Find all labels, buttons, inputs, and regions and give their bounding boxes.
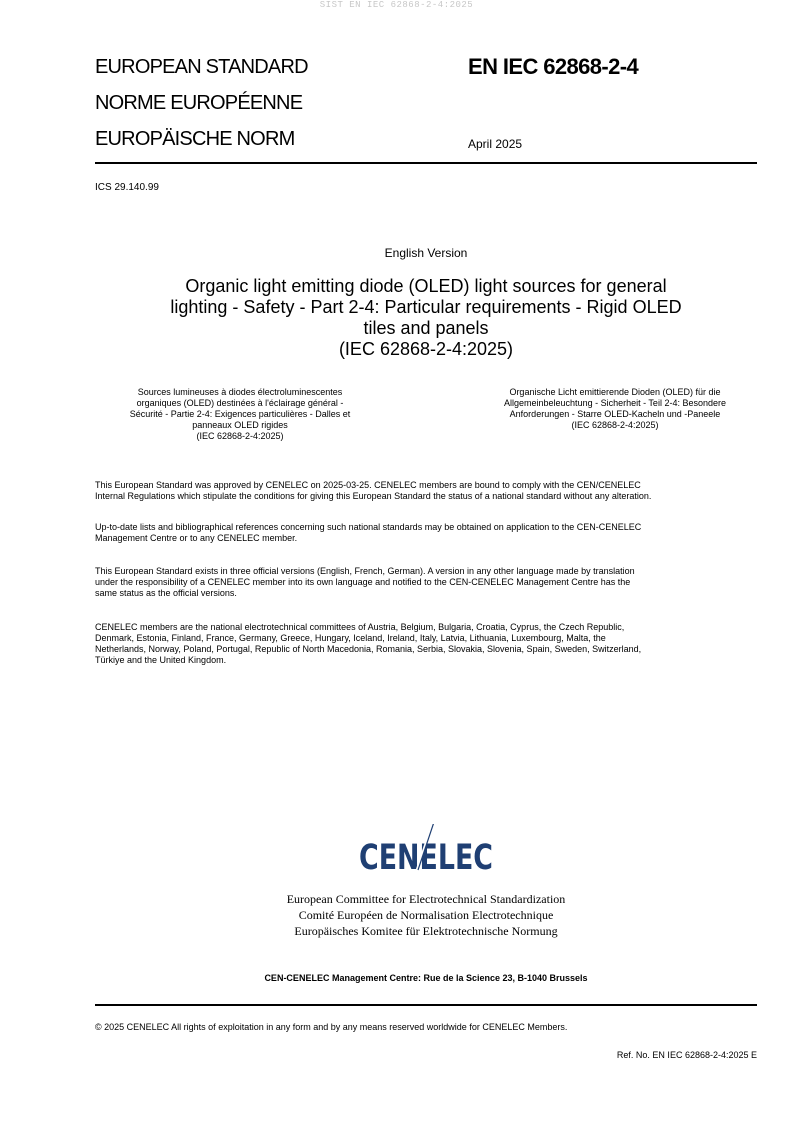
paragraph-line: Türkiye and the United Kingdom. bbox=[95, 655, 227, 665]
heading-europaische-norm: EUROPÄISCHE NORM bbox=[95, 128, 295, 150]
heading-norme-europeenne: NORME EUROPÉENNE bbox=[95, 92, 303, 114]
french-title-line: (IEC 62868-2-4:2025) bbox=[196, 431, 284, 441]
reference-number: Ref. No. EN IEC 62868-2-4:2025 E bbox=[616, 1050, 757, 1060]
committee-name-en: European Committee for Electrotechnical Standardization bbox=[286, 892, 566, 906]
standard-code: EN IEC 62868-2-4 bbox=[468, 54, 639, 79]
paragraph-line: Up-to-date lists and bibliographical references concerning such national standards may be obtained on application to the CEN-CENELEC bbox=[95, 522, 642, 532]
footer-divider bbox=[95, 1004, 757, 1006]
german-title-line: Allgemeinbeleuchtung - Sicherheit - Teil 2-4: Besondere bbox=[504, 398, 726, 408]
paragraph-line: Management Centre or to any CENELEC member. bbox=[95, 533, 298, 543]
french-title-line: Sécurité - Partie 2-4: Exigences particulières - Dalles et bbox=[129, 409, 351, 419]
german-title bbox=[465, 387, 765, 431]
title-line: Organic light emitting diode (OLED) light sources for general bbox=[185, 276, 667, 296]
paragraph-line: CENELEC members are the national electrotechnical committees of Austria, Belgium, Bulgaria, Croatia, Cyprus, the Czech Republic, bbox=[95, 622, 625, 632]
french-title-line: Sources lumineuses à diodes électroluminescentes bbox=[137, 387, 343, 397]
publication-date: April 2025 bbox=[468, 137, 523, 151]
watermark: SIST EN IEC 62868-2-4:2025 bbox=[319, 0, 474, 10]
versions-paragraph bbox=[95, 566, 760, 599]
committee-name-de: Europäisches Komitee für Elektrotechnische Normung bbox=[294, 924, 558, 938]
title-line: (IEC 62868-2-4:2025) bbox=[338, 339, 514, 359]
committee-name-fr: Comité Européen de Normalisation Electrotechnique bbox=[298, 908, 554, 922]
ics-code: ICS 29.140.99 bbox=[95, 182, 159, 193]
paragraph-line: This European Standard was approved by CENELEC on 2025-03-25. CENELEC members are bound to comply with the CEN/CENELEC bbox=[95, 480, 641, 490]
french-title-line: organiques (OLED) destinées à l'éclairage général - bbox=[136, 398, 344, 408]
cenelec-logo bbox=[300, 824, 552, 872]
title-line: lighting - Safety - Part 2-4: Particular requirements - Rigid OLED bbox=[170, 297, 682, 317]
paragraph-line: Netherlands, Norway, Poland, Portugal, Republic of North Macedonia, Romania, Serbia, Slovakia, Slovenia, Spain, Sweden, Switzerland, bbox=[95, 644, 642, 654]
document-title bbox=[130, 276, 722, 360]
paragraph-line: under the responsibility of a CENELEC member into its own language and notified to the CEN-CENELEC Management Centre has the bbox=[95, 577, 631, 587]
committee-names bbox=[95, 891, 757, 939]
copyright-notice: © 2025 CENELEC All rights of exploitation in any form and by any means reserved worldwide for CENELEC Members. bbox=[95, 1022, 568, 1032]
german-title-line: Anforderungen - Starre OLED-Kacheln und -Paneele bbox=[509, 409, 721, 419]
paragraph-line: same status as the official versions. bbox=[95, 588, 237, 598]
paragraph-line: This European Standard exists in three official versions (English, French, German). A version in any other language made by translation bbox=[95, 566, 635, 576]
heading-european-standard: EUROPEAN STANDARD bbox=[95, 56, 308, 78]
title-line: tiles and panels bbox=[363, 318, 489, 338]
german-title-line: Organische Licht emittierende Dioden (OLED) für die bbox=[509, 387, 721, 397]
paragraph-line: Denmark, Estonia, Finland, France, Germany, Greece, Hungary, Iceland, Ireland, Italy, Latvia, Lithuania, Luxembourg, Malta, the bbox=[95, 633, 606, 643]
version-label: English Version bbox=[384, 246, 468, 260]
members-paragraph bbox=[95, 622, 760, 666]
french-title-line: panneaux OLED rigides bbox=[192, 420, 288, 430]
references-paragraph bbox=[95, 522, 760, 544]
paragraph-line: Internal Regulations which stipulate the conditions for giving this European Standard the status of a national standard without any alteration. bbox=[95, 491, 652, 501]
management-centre-address: CEN-CENELEC Management Centre: Rue de la Science 23, B-1040 Brussels bbox=[264, 973, 588, 983]
approval-paragraph bbox=[95, 480, 760, 502]
cenelec-logo-text: CENELEC bbox=[359, 838, 493, 872]
french-title bbox=[95, 387, 385, 442]
header-divider bbox=[95, 162, 757, 164]
german-title-line: (IEC 62868-2-4:2025) bbox=[571, 420, 659, 430]
